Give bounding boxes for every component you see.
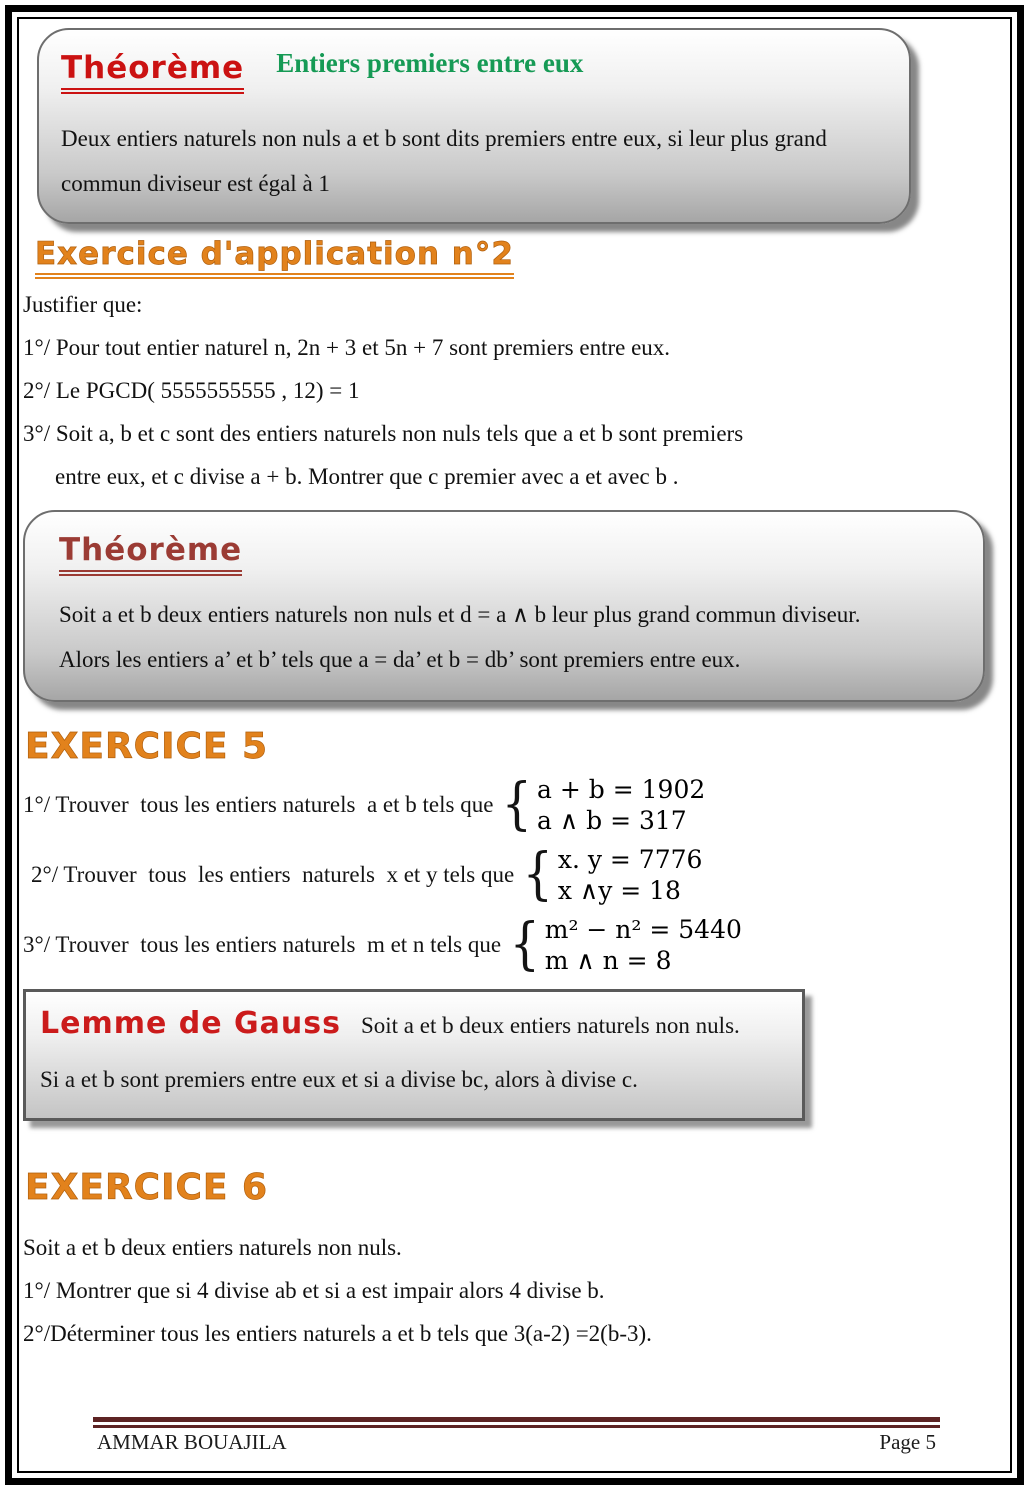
footer-author: AMMAR BOUAJILA — [97, 1430, 287, 1454]
exercice-application-item-3: 3°/ Soit a, b et c sont des entiers naturels non nuls tels que a et b sont premiers — [23, 421, 744, 446]
system3-equation-1: m² − n² = 5440 — [544, 915, 742, 944]
exercice5-item-3 — [23, 913, 1006, 977]
footer-divider — [93, 1417, 940, 1428]
theorem-box-2 — [23, 510, 985, 702]
exercice5-item-1 — [23, 773, 1006, 837]
equation-system-3 — [507, 911, 742, 977]
exercice6-line-3: 2°/Déterminer tous les entiers naturels a et b tels que 3(a-2) =2(b-3). — [23, 1321, 652, 1346]
system2-equation-1: x. y = 7776 — [557, 845, 703, 874]
system2-equation-2: x ∧y = 18 — [557, 876, 681, 905]
system1-equation-1: a + b = 1902 — [537, 775, 706, 804]
left-brace: { — [522, 841, 554, 907]
exercice5-item-3-text: 3°/ Trouver tous les entiers naturels m et n tels que — [23, 932, 502, 957]
page-inner-border — [17, 17, 1012, 1473]
lemme-inline-text: Soit a et b deux entiers naturels non nuls. — [360, 1013, 740, 1038]
lemme-title: Lemme de Gauss — [40, 1006, 341, 1041]
page-outer-border — [5, 5, 1024, 1485]
exercice-application-item-1: 1°/ Pour tout entier naturel n, 2n + 3 et 5n + 7 sont premiers entre eux. — [23, 335, 671, 360]
system1-equation-2: a ∧ b = 317 — [537, 806, 687, 835]
theorem1-body: Deux entiers naturels non nuls a et b sont dits premiers entre eux, si leur plus grand commun diviseur est égal à 1 — [61, 126, 827, 196]
exercice6-line-2: 1°/ Montrer que si 4 divise ab et si a est impair alors 4 divise b. — [23, 1278, 605, 1303]
exercice6-line-1: Soit a et b deux entiers naturels non nuls. — [23, 1235, 402, 1260]
theorem1-title: Théorème — [61, 50, 244, 94]
exercice5-item-2-text: 2°/ Trouver tous les entiers naturels x et y tels que — [31, 862, 515, 887]
lemme-de-gauss-box — [23, 989, 805, 1121]
theorem1-subtitle: Entiers premiers entre eux — [276, 48, 584, 78]
exercice5-item-1-text: 1°/ Trouver tous les entiers naturels a et b tels que — [23, 792, 494, 817]
exercice-application-item-3-cont: entre eux, et c divise a + b. Montrer que c premier avec a et avec b . — [55, 464, 679, 489]
exercice-application-intro: Justifier que: — [23, 292, 143, 317]
footer-page-number: Page 5 — [879, 1430, 936, 1454]
equation-system-1 — [499, 771, 706, 837]
lemme-line-2: Si a et b sont premiers entre eux et si a divise bc, alors à divise c. — [40, 1067, 638, 1092]
page-footer — [23, 1417, 1006, 1455]
page-content — [23, 28, 1006, 1461]
left-brace: { — [502, 771, 533, 837]
exercice5-item-2 — [23, 843, 1006, 907]
theorem2-line-1: Soit a et b deux entiers naturels non nuls et d = a ∧ b leur plus grand commun diviseur. — [59, 602, 861, 627]
exercice-application-title: Exercice d'application n°2 — [35, 236, 514, 279]
theorem2-line-2: Alors les entiers a’ et b’ tels que a = da’ et b = db’ sont premiers entre eux. — [59, 647, 741, 672]
left-brace: { — [509, 911, 541, 977]
exercice6-title: EXERCICE 6 — [25, 1167, 269, 1208]
theorem2-title: Théorème — [59, 532, 242, 576]
system3-equation-2: m ∧ n = 8 — [544, 946, 672, 975]
theorem-box-1 — [37, 28, 911, 224]
exercice-application-item-2: 2°/ Le PGCD( 5555555555 , 12) = 1 — [23, 378, 360, 403]
exercice5-title: EXERCICE 5 — [25, 726, 269, 767]
equation-system-2 — [520, 841, 703, 907]
